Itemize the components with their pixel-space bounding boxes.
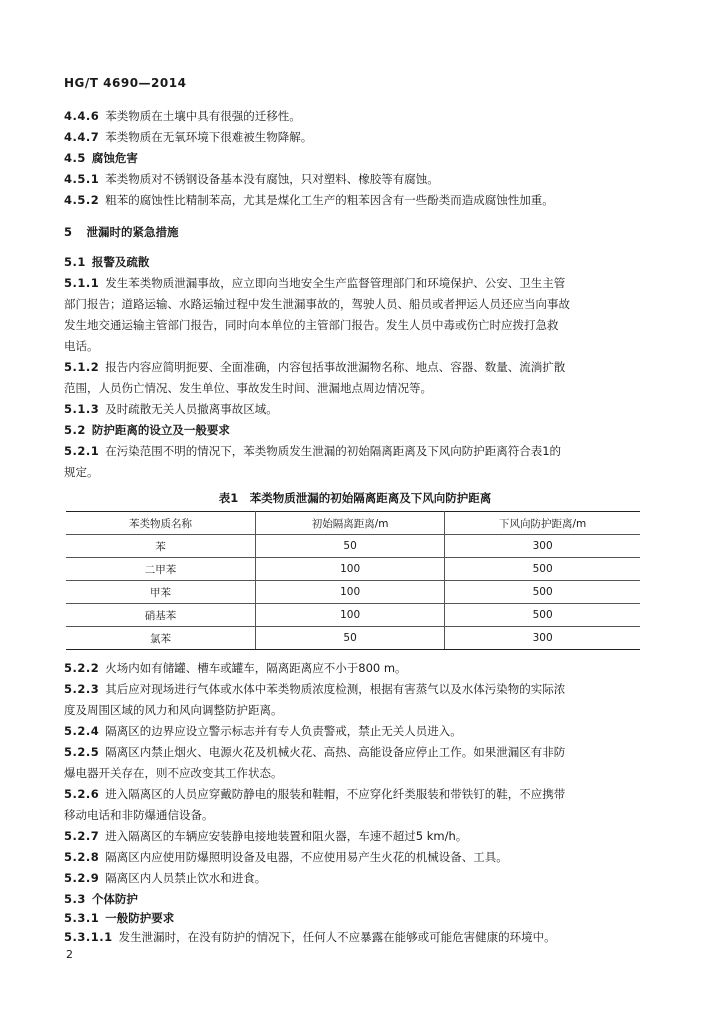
section-5-2-heading xyxy=(64,422,634,438)
table-row xyxy=(66,604,640,627)
clause-4-4-6 xyxy=(64,108,634,124)
clause-text: 进入隔离区的人员应穿戴防静电的服装和鞋帽，不应穿化纤类服装和带铁钉的鞋，不应携带 xyxy=(105,787,566,801)
clause-text: 在污染范围不明的情况下，苯类物质发生泄漏的初始隔离距离及下风向防护距离符合表1的 xyxy=(105,444,562,458)
clause-5-2-6 xyxy=(64,786,634,802)
clause-text: 部门报告；道路运输、水路运输过程中发生泄漏事故的，驾驶人员、船员或者押运人员还应当向事故 xyxy=(64,297,570,311)
clause-text: 个体防护 xyxy=(91,892,138,906)
clause-number: 5.1.3 xyxy=(64,402,100,416)
clause-5-1-1-cont xyxy=(64,338,634,354)
clause-5-2-7 xyxy=(64,828,634,844)
table-cell: 100 xyxy=(255,581,444,604)
clause-number: 5.2.1 xyxy=(64,444,100,458)
table-row xyxy=(66,581,640,604)
clause-number: 5.2.6 xyxy=(64,787,100,801)
clause-5-2-4 xyxy=(64,723,634,739)
clause-text: 苯类物质在无氧环境下很难被生物降解。 xyxy=(105,130,313,144)
clause-4-5-2 xyxy=(64,192,634,208)
clause-number: 5.2.8 xyxy=(64,850,100,864)
clause-5-1-1-cont xyxy=(64,317,634,333)
clause-5-2-9 xyxy=(64,870,634,886)
clause-number: 5.2 xyxy=(64,423,86,437)
table-cell: 硝基苯 xyxy=(66,604,255,627)
table-cell: 50 xyxy=(255,535,444,558)
clause-number: 5.1.2 xyxy=(64,360,100,374)
section-5-1-heading xyxy=(64,254,634,270)
clause-5-2-8 xyxy=(64,849,634,865)
clause-text: 隔离区的边界应设立警示标志并有专人负责警戒，禁止无关人员进入。 xyxy=(105,724,462,738)
clause-text: 发生泄漏时，在没有防护的情况下，任何人不应暴露在能够或可能危害健康的环境中。 xyxy=(118,930,556,944)
table-caption: 表1 苯类物质泄漏的初始隔离距离及下风向防护距离 xyxy=(218,491,492,505)
clause-text: 泄漏时的紧急措施 xyxy=(86,225,179,239)
clause-text: 防护距离的设立及一般要求 xyxy=(91,423,230,437)
clause-number: 4.5.1 xyxy=(64,172,100,186)
table-cell: 100 xyxy=(255,558,444,581)
table-cell: 苯 xyxy=(66,535,255,558)
table-cell: 500 xyxy=(445,581,640,604)
clause-number: 4.4.7 xyxy=(64,130,100,144)
table-cell: 50 xyxy=(255,627,444,650)
clause-text: 隔离区内应使用防爆照明设备及电器，不应使用易产生火花的机械设备、工具。 xyxy=(105,850,508,864)
clause-5-2-3 xyxy=(64,681,634,697)
clause-5-2-1-cont xyxy=(64,464,634,480)
table-cell: 氯苯 xyxy=(66,627,255,650)
clause-number: 5.2.9 xyxy=(64,871,100,885)
clause-text: 及时疏散无关人员撤离事故区域。 xyxy=(105,402,278,416)
clause-5-2-6-cont xyxy=(64,807,634,823)
clause-5-1-1-cont xyxy=(64,296,634,312)
table-cell: 二甲苯 xyxy=(66,558,255,581)
clause-5-2-5-cont xyxy=(64,765,634,781)
clause-4-4-7 xyxy=(64,129,634,145)
clause-number: 5.3.1 xyxy=(64,911,100,925)
clause-text: 一般防护要求 xyxy=(105,911,175,925)
table-header-isolation: 初始隔离距离/m xyxy=(255,512,444,535)
table-header-name: 苯类物质名称 xyxy=(66,512,255,535)
table-row xyxy=(66,558,640,581)
clause-5-2-5 xyxy=(64,744,634,760)
clause-text: 度及周围区域的风力和风向调整防护距离。 xyxy=(64,703,283,717)
section-5-3-1-heading xyxy=(64,910,634,926)
clause-text: 隔离区内禁止烟火、电源火花及机械火花、高热、高能设备应停止工作。如果泄漏区有非防 xyxy=(105,745,566,759)
clause-text: 范围，人员伤亡情况、发生单位、事故发生时间、泄漏地点周边情况等。 xyxy=(64,381,432,395)
clause-5-3-1-1 xyxy=(64,929,634,945)
clause-number: 4.4.6 xyxy=(64,109,100,123)
table-cell: 300 xyxy=(445,627,640,650)
clause-text: 报告内容应简明扼要、全面准确，内容包括事故泄漏物名称、地点、容器、数量、流淌扩散 xyxy=(105,360,566,374)
standard-code-header: HG/T 4690—2014 xyxy=(64,76,187,90)
table-cell: 500 xyxy=(445,604,640,627)
clause-text: 苯类物质在土壤中具有很强的迁移性。 xyxy=(105,109,301,123)
table-header-row xyxy=(66,512,640,535)
clause-number: 5.2.4 xyxy=(64,724,100,738)
clause-number: 5.2.2 xyxy=(64,661,100,675)
clause-5-2-3-cont xyxy=(64,702,634,718)
clause-number: 5.3.1.1 xyxy=(64,930,113,944)
table-cell: 500 xyxy=(445,558,640,581)
clause-number: 5.3 xyxy=(64,892,86,906)
clause-text: 其后应对现场进行气体或水体中苯类物质浓度检测，根据有害蒸气以及水体污染物的实际浓 xyxy=(105,682,566,696)
table-header-downwind: 下风向防护距离/m xyxy=(445,512,640,535)
distance-table xyxy=(66,511,640,650)
clause-text: 电话。 xyxy=(64,339,99,353)
clause-text: 腐蚀危害 xyxy=(91,151,138,165)
table-cell: 300 xyxy=(445,535,640,558)
clause-text: 发生苯类物质泄漏事故，应立即向当地安全生产监督管理部门和环境保护、公安、卫生主管 xyxy=(105,276,566,290)
clause-text: 发生地交通运输主管部门报告，同时向本单位的主管部门报告。发生人员中毒或伤亡时应拨打急救 xyxy=(64,318,559,332)
clause-text: 规定。 xyxy=(64,465,99,479)
section-5-3-heading xyxy=(64,891,634,907)
clause-text: 报警及疏散 xyxy=(91,255,150,269)
clause-number: 5.1.1 xyxy=(64,276,100,290)
clause-text: 隔离区内人员禁止饮水和进食。 xyxy=(105,871,267,885)
table-cell: 甲苯 xyxy=(66,581,255,604)
clause-text: 苯类物质对不锈钢设备基本没有腐蚀，只对塑料、橡胶等有腐蚀。 xyxy=(105,172,439,186)
clause-5-1-2 xyxy=(64,359,634,375)
clause-text: 火场内如有储罐、槽车或罐车，隔离距离应不小于800 m。 xyxy=(105,661,407,675)
chapter-5-heading xyxy=(64,224,634,240)
clause-text: 移动电话和非防爆通信设备。 xyxy=(64,808,214,822)
clause-5-2-2 xyxy=(64,660,634,676)
clause-5-1-1 xyxy=(64,275,634,291)
clause-text: 进入隔离区的车辆应安装静电接地装置和阻火器，车速不超过5 km/h。 xyxy=(105,829,468,843)
clause-number: 4.5 xyxy=(64,151,86,165)
table-cell: 100 xyxy=(255,604,444,627)
clause-number: 5 xyxy=(64,225,73,239)
table-row xyxy=(66,627,640,650)
clause-number: 5.2.3 xyxy=(64,682,100,696)
clause-number: 4.5.2 xyxy=(64,193,100,207)
clause-number: 5.2.5 xyxy=(64,745,100,759)
section-4-5-heading xyxy=(64,150,634,166)
clause-5-1-3 xyxy=(64,401,634,417)
clause-5-2-1 xyxy=(64,443,634,459)
clause-4-5-1 xyxy=(64,171,634,187)
clause-number: 5.2.7 xyxy=(64,829,100,843)
table-row xyxy=(66,535,640,558)
page-number: 2 xyxy=(66,948,73,961)
clause-number: 5.1 xyxy=(64,255,86,269)
clause-text: 爆电器开关存在，则不应改变其工作状态。 xyxy=(64,766,283,780)
clause-5-1-2-cont xyxy=(64,380,634,396)
clause-text: 粗苯的腐蚀性比精制苯高，尤其是煤化工生产的粗苯因含有一些酚类而造成腐蚀性加重。 xyxy=(105,193,554,207)
